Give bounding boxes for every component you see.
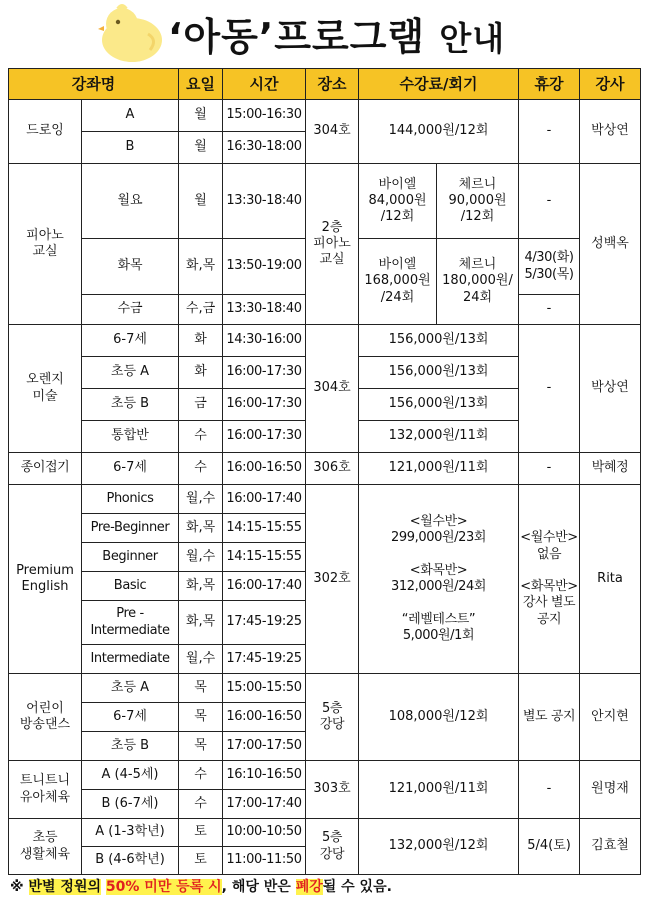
course-place: 2층 피아노 교실 bbox=[306, 164, 359, 325]
note-text-3: , 해당 반은 bbox=[221, 879, 291, 895]
table-row bbox=[9, 819, 641, 847]
course-sub: 초등 A bbox=[82, 357, 179, 389]
course-day: 월 bbox=[179, 164, 223, 239]
course-day: 수 bbox=[179, 421, 223, 453]
course-fee: 132,000원/11회 bbox=[359, 421, 519, 453]
course-name: 드로잉 bbox=[9, 100, 82, 164]
course-teacher: 안지현 bbox=[580, 674, 641, 761]
course-time: 16:00-17:30 bbox=[223, 389, 306, 421]
course-name: 피아노 교실 bbox=[9, 164, 82, 325]
course-day: 수 bbox=[179, 761, 223, 790]
course-time: 16:00-16:50 bbox=[223, 453, 306, 485]
course-place: 304호 bbox=[306, 325, 359, 453]
course-day: 화,목 bbox=[179, 601, 223, 645]
course-break: <월수반> 없음 <화목반> 강사 별도 공지 bbox=[519, 485, 580, 674]
course-teacher: 원명재 bbox=[580, 761, 641, 819]
course-time: 14:15-15:55 bbox=[223, 514, 306, 543]
course-day: 토 bbox=[179, 847, 223, 875]
course-time: 17:00-17:50 bbox=[223, 732, 306, 761]
course-day: 수,금 bbox=[179, 295, 223, 325]
course-fee: 156,000원/13회 bbox=[359, 325, 519, 357]
course-sub: 초등 B bbox=[82, 732, 179, 761]
note-text-2: 50% 미만 등록 시 bbox=[105, 879, 222, 895]
course-sub: 6-7세 bbox=[82, 703, 179, 732]
course-time: 14:30-16:00 bbox=[223, 325, 306, 357]
course-time: 15:00-15:50 bbox=[223, 674, 306, 703]
table-row bbox=[9, 100, 641, 132]
header-course: 강좌명 bbox=[9, 69, 179, 100]
course-day: 화,목 bbox=[179, 572, 223, 601]
course-break: 5/4(토) bbox=[519, 819, 580, 875]
course-day: 화,목 bbox=[179, 239, 223, 295]
title-area bbox=[0, 0, 648, 64]
course-fee: 144,000원/12회 bbox=[359, 100, 519, 164]
header-row bbox=[9, 69, 641, 100]
course-sub: 6-7세 bbox=[82, 325, 179, 357]
course-sub: 통합반 bbox=[82, 421, 179, 453]
header-day: 요일 bbox=[179, 69, 223, 100]
course-sub: 수금 bbox=[82, 295, 179, 325]
course-time: 16:00-17:30 bbox=[223, 357, 306, 389]
course-day: 목 bbox=[179, 674, 223, 703]
course-day: 목 bbox=[179, 732, 223, 761]
course-place: 5층 강당 bbox=[306, 674, 359, 761]
course-time: 16:00-17:40 bbox=[223, 485, 306, 514]
header-place: 장소 bbox=[306, 69, 359, 100]
table-row bbox=[9, 485, 641, 514]
note-text-4: 폐강 bbox=[295, 879, 323, 895]
page-title: ‘아동’프로그램 안내 bbox=[168, 15, 506, 59]
course-sub: A bbox=[82, 100, 179, 132]
course-day: 수 bbox=[179, 790, 223, 819]
course-time: 16:00-17:30 bbox=[223, 421, 306, 453]
course-time: 13:30-18:40 bbox=[223, 164, 306, 239]
table-row bbox=[9, 325, 641, 357]
course-sub: A (1-3학년) bbox=[82, 819, 179, 847]
course-sub: Phonics bbox=[82, 485, 179, 514]
course-teacher: Rita bbox=[580, 485, 641, 674]
course-name: 어린이 방송댄스 bbox=[9, 674, 82, 761]
course-day: 월,수 bbox=[179, 645, 223, 674]
course-fee: 156,000원/13회 bbox=[359, 357, 519, 389]
course-day: 화 bbox=[179, 325, 223, 357]
note-mark: ※ bbox=[10, 879, 24, 895]
course-name: 종이접기 bbox=[9, 453, 82, 485]
course-time: 10:00-10:50 bbox=[223, 819, 306, 847]
header-fee: 수강료/회기 bbox=[359, 69, 519, 100]
course-sub: 초등 B bbox=[82, 389, 179, 421]
course-fee: 121,000원/11회 bbox=[359, 453, 519, 485]
course-sub: B bbox=[82, 132, 179, 164]
course-fee: <월수반> 299,000원/23회 <화목반> 312,000원/24회 “레벨테스트” 5,000원/1회 bbox=[359, 485, 519, 674]
course-name: 트니트니 유아체육 bbox=[9, 761, 82, 819]
course-place: 302호 bbox=[306, 485, 359, 674]
course-fee: 체르니 90,000원 /12회 bbox=[437, 164, 519, 239]
course-sub: B (6-7세) bbox=[82, 790, 179, 819]
note-text-1: 반별 정원의 bbox=[28, 879, 101, 895]
course-break: - bbox=[519, 295, 580, 325]
course-day: 월,수 bbox=[179, 485, 223, 514]
course-sub: Pre-Beginner bbox=[82, 514, 179, 543]
course-sub: Pre - Intermediate bbox=[82, 601, 179, 645]
course-break: 4/30(화) 5/30(목) bbox=[519, 239, 580, 295]
course-fee: 132,000원/12회 bbox=[359, 819, 519, 875]
course-place: 304호 bbox=[306, 100, 359, 164]
course-time: 17:45-19:25 bbox=[223, 645, 306, 674]
table-row bbox=[9, 164, 641, 239]
course-time: 15:00-16:30 bbox=[223, 100, 306, 132]
course-teacher: 박상연 bbox=[580, 325, 641, 453]
course-place: 303호 bbox=[306, 761, 359, 819]
course-time: 16:10-16:50 bbox=[223, 761, 306, 790]
course-time: 16:00-17:40 bbox=[223, 572, 306, 601]
table-row bbox=[9, 453, 641, 485]
course-time: 14:15-15:55 bbox=[223, 543, 306, 572]
note-text-5: 될 수 있음. bbox=[322, 879, 392, 895]
course-day: 토 bbox=[179, 819, 223, 847]
course-break: 별도 공지 bbox=[519, 674, 580, 761]
header-break: 휴강 bbox=[519, 69, 580, 100]
course-break: - bbox=[519, 761, 580, 819]
course-sub: Beginner bbox=[82, 543, 179, 572]
course-day: 화,목 bbox=[179, 514, 223, 543]
course-teacher: 성백옥 bbox=[580, 164, 641, 325]
course-name: Premium English bbox=[9, 485, 82, 674]
course-sub: 초등 A bbox=[82, 674, 179, 703]
schedule-table bbox=[8, 68, 641, 875]
course-time: 16:30-18:00 bbox=[223, 132, 306, 164]
course-fee: 156,000원/13회 bbox=[359, 389, 519, 421]
chick-icon bbox=[98, 4, 168, 64]
course-day: 월,수 bbox=[179, 543, 223, 572]
course-sub: Intermediate bbox=[82, 645, 179, 674]
course-day: 수 bbox=[179, 453, 223, 485]
course-break: - bbox=[519, 325, 580, 453]
course-name: 초등 생활체육 bbox=[9, 819, 82, 875]
course-time: 13:50-19:00 bbox=[223, 239, 306, 295]
course-fee: 108,000원/12회 bbox=[359, 674, 519, 761]
course-sub: 6-7세 bbox=[82, 453, 179, 485]
course-break: - bbox=[519, 100, 580, 164]
course-sub: 화목 bbox=[82, 239, 179, 295]
header-teacher: 강사 bbox=[580, 69, 641, 100]
footer-note bbox=[10, 876, 392, 896]
course-break: - bbox=[519, 453, 580, 485]
course-break: - bbox=[519, 164, 580, 239]
course-sub: A (4-5세) bbox=[82, 761, 179, 790]
course-place: 5층 강당 bbox=[306, 819, 359, 875]
course-day: 화 bbox=[179, 357, 223, 389]
course-teacher: 박혜정 bbox=[580, 453, 641, 485]
course-fee: 121,000원/11회 bbox=[359, 761, 519, 819]
course-fee: 바이엘 168,000원 /24회 bbox=[359, 239, 437, 325]
course-time: 11:00-11:50 bbox=[223, 847, 306, 875]
course-teacher: 김효철 bbox=[580, 819, 641, 875]
course-day: 월 bbox=[179, 132, 223, 164]
course-time: 16:00-16:50 bbox=[223, 703, 306, 732]
course-sub: Basic bbox=[82, 572, 179, 601]
course-place: 306호 bbox=[306, 453, 359, 485]
course-time: 13:30-18:40 bbox=[223, 295, 306, 325]
table-row bbox=[9, 674, 641, 703]
course-day: 금 bbox=[179, 389, 223, 421]
course-sub: B (4-6학년) bbox=[82, 847, 179, 875]
course-time: 17:45-19:25 bbox=[223, 601, 306, 645]
course-fee: 바이엘 84,000원 /12회 bbox=[359, 164, 437, 239]
header-time: 시간 bbox=[223, 69, 306, 100]
course-name: 오렌지 미술 bbox=[9, 325, 82, 453]
course-day: 월 bbox=[179, 100, 223, 132]
course-time: 17:00-17:40 bbox=[223, 790, 306, 819]
course-teacher: 박상연 bbox=[580, 100, 641, 164]
course-fee: 체르니 180,000원/ 24회 bbox=[437, 239, 519, 325]
course-day: 목 bbox=[179, 703, 223, 732]
table-row bbox=[9, 761, 641, 790]
course-sub: 월요 bbox=[82, 164, 179, 239]
